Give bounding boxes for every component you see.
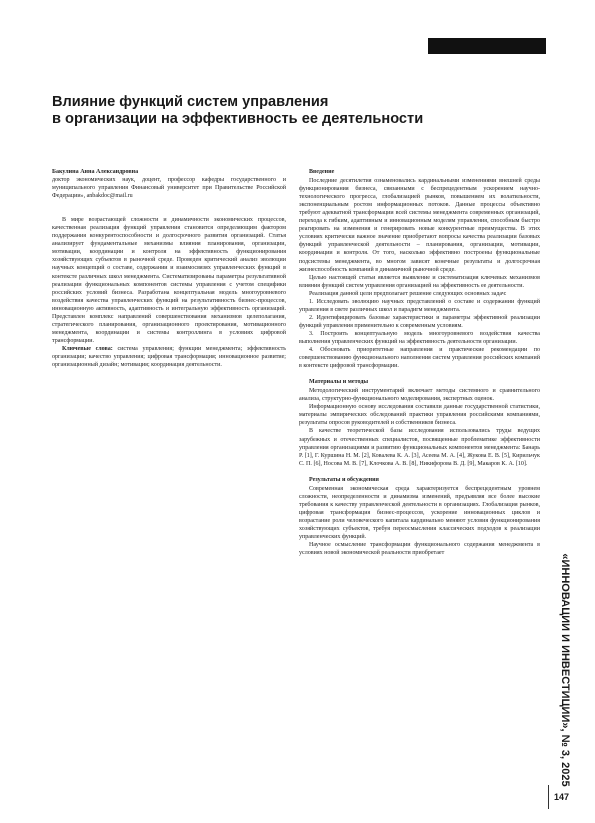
page-number-rule: [548, 785, 549, 809]
title-line-1: Влияние функций систем управления: [52, 94, 329, 110]
keywords-label: Ключевые слова:: [62, 345, 113, 352]
intro-heading: Введение: [309, 169, 335, 175]
methods-heading: Материалы и методы: [309, 379, 369, 386]
task-item: 2. Идентифицировать базовые характеристики и параметры эффективной реализации функций управления применительно к современным условиям.: [299, 314, 540, 329]
keywords: [52, 345, 286, 369]
keywords-text: система управления; функции менеджмента; эффективность организации; качество управления; цифровая трансформация; инновационное развитие; организационный дизайн; мотивация; координация деятельности.: [52, 345, 287, 369]
results-paragraph: Современная экономическая среда характеризуется беспрецедентным уровнем сложности, неопределенности и динамизма изменений, предъявляя все более высокие требования к качеству управленческой деятельности в организациях. Глобализация рынков, цифровая трансформация бизнес-процессов, ускорение инновационных циклов и возрастание роли человеческого капитала кардинально меняют условия функционирования хозяйствующих субъектов, требуя переосмысления классических подходов к реализации управленческих функций.: [299, 485, 540, 541]
results-paragraph: Научное осмысление трансформации функционального содержания менеджмента в условиях новой экономической реальности приобретает: [299, 542, 540, 557]
methods-paragraph: Методологический инструментарий включает методы системного и сравнительного анализа, структурно-функционального моделирования, экспертных оценок.: [299, 388, 540, 403]
page-number: 147: [554, 792, 570, 802]
methods-paragraph: Информационную основу исследования составили данные государственной статистики, материалы эмпирических обследований практики управления российскими компаниями, результаты опросов руководителей и собственников бизнеса.: [299, 404, 540, 427]
article-title: [52, 94, 522, 128]
right-column: [299, 168, 540, 557]
task-item: 3. Построить концептуальную модель многоуровневого воздействия качества выполнения управленческих функций на эффективность деятельности организации.: [299, 330, 540, 345]
journal-sidebar: [550, 553, 580, 787]
methods-paragraph: В качестве теоретической базы исследования использовались труды ведущих зарубежных и отечественных специалистов, посвященные проблематике эффективности управления организациями и развитию функциональных компонентов менеджмента: Банарь Р. [1], Г. Куршина Н. М. [2], Ковалева К. А. [3], Асеева М. А. [4], Жукова Е. В. [5], Кирильчук С. П. [6], Носова М. В. [7], Клочкова А. В. [8], Никифорова В. Д. [9], Макаров К. А. [10].: [299, 428, 540, 467]
results-heading: Результаты и обсуждения: [309, 476, 379, 483]
author-affiliation: доктор экономических наук, доцент, профессор кафедры государственного и муниципального управления Финансовый университет при Правительстве Российской Федерации», anbakdoc@mail.ru: [52, 177, 286, 200]
title-line-2: в организации на эффективность ее деятельности: [52, 111, 424, 127]
task-item: 1. Исследовать эволюцию научных представлений о составе и содержании функций управления в свете различных школ и парадигм менеджмента.: [299, 298, 540, 313]
author-name: Бакулина Анна Александровна: [52, 169, 139, 175]
intro-paragraph: Реализация данной цели предполагает решение следующих основных задач:: [309, 290, 507, 297]
task-item: 4. Обосновать приоритетные направления и практические рекомендации по совершенствованию функционального наполнения систем управления российских компаний в контексте цифровой трансформации.: [299, 347, 540, 370]
left-column: [52, 168, 286, 369]
intro-paragraph: Целью настоящей статьи является выявление и систематизация ключевых механизмов влияния функций систем управления организацией на эффективность ее деятельности.: [299, 274, 540, 289]
header-black-bar: [428, 38, 546, 54]
abstract-text: В мире возрастающей сложности и динамичности экономических процессов, качественная реализация функций управления становится определяющим фактором поддержания конкурентоспособности и долгосрочного развития организаций. Статья анализирует фундаментальные механизмы влияния планирования, организации, мотивации, координации и контроля на эффективность функционирования хозяйствующих субъектов в рыночной среде. Проведен критический анализ эволюции научных концепций о составе, содержании и взаимосвязях управленческих функций в контексте различных школ менеджмента. Систематизированы параметры результативной реализации функциональных компонентов системы управления с учетом специфики российских условий бизнеса. Разработана концептуальная модель многоуровневого воздействия качества управленческих функций на результативность бизнес-процессов, инновационную активность, адаптивность и интегральную эффективность организаций. Представлен комплекс направлений совершенствования механизмов целеполагания, стратегического планирования, организационного проектирования, мотивационного менеджмента, координации и системы контроллинга в условиях цифровой трансформации.: [52, 217, 286, 344]
intro-paragraph: Последние десятилетия ознаменовались кардинальными изменениями внешней среды функционирования бизнеса, связанными с беспрецедентным ускорением научно-технологического прогресса, глобализацией рынков, повышением их волатильности, экспоненциальным ростом информационных потоков. Данные процессы объективно требуют адекватной трансформации всей системы менеджмента современных организаций, перехода к гибким, адаптивным и инновационным моделям управления, способным быстро реагировать на изменения и генерировать новые конкурентные преимущества. В этих условиях критически важное значение приобретают вопросы качества реализации базовых функций управленческой деятельности – планирования, организации, мотивации, координации и контроля. От того, насколько эффективно построены функциональные подсистемы менеджмента, во многом зависят конечные результаты и долгосрочная жизнеспособность компаний в динамичной рыночной среде.: [299, 178, 540, 273]
journal-sidebar-text: «ИННОВАЦИИ И ИНВЕСТИЦИИ», № 3, 2025: [559, 553, 571, 787]
